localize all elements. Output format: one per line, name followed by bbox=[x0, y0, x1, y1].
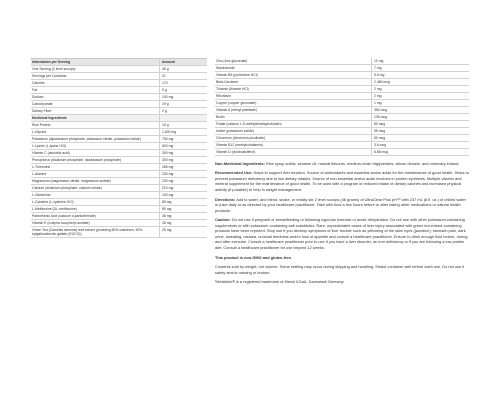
ingredient-amount: 7 mg bbox=[372, 64, 470, 71]
table-row bbox=[31, 72, 207, 79]
ingredient-amount: 2 g bbox=[160, 107, 208, 114]
ingredient-amount: 28 mg bbox=[160, 219, 208, 226]
table-row bbox=[31, 226, 207, 237]
table-row bbox=[215, 64, 469, 71]
paragraph-text: ¹Metafolin® is a registered trademark of Merck KGaA, Darmstadt Germany bbox=[215, 279, 344, 285]
left-table-body bbox=[31, 59, 207, 238]
ingredient-amount: 2 mg bbox=[372, 92, 470, 99]
table-row bbox=[31, 100, 207, 107]
paragraph-heading: This product is non-GMO and gluten-free. bbox=[215, 254, 292, 260]
ingredient-name: Beta-Carotene bbox=[215, 78, 372, 85]
right-column bbox=[215, 58, 469, 289]
ingredient-amount: 85 mg bbox=[160, 205, 208, 212]
ingredient-amount: 2 mg bbox=[372, 85, 470, 92]
ingredient-name: Calcium (dicalcium phosphate, calcium citrate) bbox=[31, 184, 160, 191]
table-row bbox=[31, 149, 207, 156]
table-row bbox=[31, 184, 207, 191]
ingredient-amount: 100 mg bbox=[160, 93, 208, 100]
table-header-row bbox=[31, 59, 207, 66]
ingredient-amount: 85 mg bbox=[160, 198, 208, 205]
table-row bbox=[215, 113, 469, 120]
ingredient-amount: 10 mg bbox=[372, 58, 470, 64]
ingredient-name: Iodine (potassium iodide) bbox=[215, 127, 372, 134]
ingredient-name: Rice Protein bbox=[31, 121, 160, 128]
table-row bbox=[215, 71, 469, 78]
ingredient-name: L-Methionine (DL-methionine) bbox=[31, 205, 160, 212]
ingredient-amount: 21 bbox=[160, 72, 208, 79]
paragraph bbox=[215, 217, 469, 250]
ingredient-name: L-Lysine (L-lysine HCl) bbox=[31, 142, 160, 149]
ingredient-name: L-Cysteine (L-cysteine HCl) bbox=[31, 198, 160, 205]
ingredient-name: Copper (copper gluconate) bbox=[215, 99, 372, 106]
table-row bbox=[31, 205, 207, 212]
ingredient-amount: 230 mg bbox=[160, 177, 208, 184]
ingredient-name: Magnesium (magnesium citrate, magnesium sulfate) bbox=[31, 177, 160, 184]
table-row bbox=[31, 198, 207, 205]
ingredient-name: Calories bbox=[31, 79, 160, 86]
table-row bbox=[215, 106, 469, 113]
paragraph-text: Contents sold by weight, not volume. Some settling may occur during shipping and handling. Shake container well before each use. Do not use if safety seal is missing or broken. bbox=[215, 264, 465, 275]
product-text bbox=[215, 161, 469, 285]
table-row bbox=[215, 99, 469, 106]
ingredient-name: L-Glutamine bbox=[31, 191, 160, 198]
ingredient-name: L-Alanine bbox=[31, 170, 160, 177]
header-value: Amount bbox=[160, 59, 208, 66]
ingredient-amount: 2,480 mcg bbox=[372, 78, 470, 85]
ingredient-name: Biotin bbox=[215, 113, 372, 120]
table-row bbox=[31, 219, 207, 226]
ingredient-name: Pantothenic Acid (calcium d-pantothenate) bbox=[31, 212, 160, 219]
table-row bbox=[31, 79, 207, 86]
ingredient-name: Vitamin B6 (pyridoxine HCl) bbox=[215, 71, 372, 78]
header-label: Information per Serving bbox=[31, 59, 160, 66]
paragraph bbox=[215, 279, 469, 285]
table-row bbox=[31, 86, 207, 93]
table-row bbox=[215, 85, 469, 92]
paragraph bbox=[215, 170, 469, 192]
table-row bbox=[31, 135, 207, 142]
table-row bbox=[31, 142, 207, 149]
nutrition-table-left bbox=[31, 58, 207, 238]
ingredient-name: Chromium (chromium picolinate) bbox=[215, 134, 372, 141]
ingredient-amount: 3.6 mcg bbox=[372, 141, 470, 148]
ingredient-name: Vitamin C (ascorbic acid) bbox=[31, 149, 160, 156]
ingredient-amount: 285 mg bbox=[160, 163, 208, 170]
table-row bbox=[31, 177, 207, 184]
ingredient-amount: 6.88 mcg bbox=[372, 148, 470, 155]
ingredient-name: Riboflavin bbox=[215, 92, 372, 99]
ingredient-name: Vitamin D (cholecalciferol) bbox=[215, 148, 372, 155]
supplement-facts-table bbox=[31, 58, 207, 238]
paragraph-text: Add to water, and blend, shake, or briskly stir 2 level scoops (46 grams) of UltraClear Plus pH™ with 237 mL (8 fl. oz.) of chilled water or juice daily or as directed by your healthcare practitioner. Take with food a few hours before or after taking other medications or natural health products. bbox=[215, 196, 466, 213]
ingredient-amount: 300 mg bbox=[160, 149, 208, 156]
table-row bbox=[31, 191, 207, 198]
table-row bbox=[215, 78, 469, 85]
ingredient-amount: 230 mg bbox=[160, 170, 208, 177]
ingredient-amount: 210 mg bbox=[160, 184, 208, 191]
table-row bbox=[31, 128, 207, 135]
ingredient-amount: 1,600 mg bbox=[160, 128, 208, 135]
ingredient-amount: 80 mcg bbox=[372, 120, 470, 127]
ingredient-amount: 50 mcg bbox=[372, 134, 470, 141]
ingredient-amount: 1 mg bbox=[372, 99, 470, 106]
ingredient-name: L-Glycine bbox=[31, 128, 160, 135]
ingredient-name: Fat bbox=[31, 86, 160, 93]
paragraph-text: Do not use if pregnant or breastfeeding or following vigorous exercise or acute dehydration. Do not use with other potassium-containing supplements or with potassium-containing salt substitutes. Rare, unpredictable cases of liver injury associated with green tea extract-containing products have been reported. Stop use if you develop symptoms of liver trouble such as yellowing of the skin/ eyes (jaundice), stomach pain, dark urine, sweating, nausea, unusual tiredness and/or loss of appetite and consult a healthcare practitioner. Ensure to drink enough fluid before, during, and after exercise. Consult a healthcare practitioner prior to use if you have a liver disorder, an iron deficiency or if you are following a low protein diet. Consult a healthcare practitioner for use beyond 12 weeks. bbox=[215, 217, 469, 250]
table-row bbox=[31, 156, 207, 163]
paragraph bbox=[215, 255, 469, 261]
table-row bbox=[31, 163, 207, 170]
ingredient-name: Vitamin E (d-alpha tocopheryl acetate) bbox=[31, 219, 160, 226]
ingredient-amount: 170 bbox=[160, 79, 208, 86]
ingredient-amount: 5 g bbox=[160, 86, 208, 93]
ingredient-amount: 15 g bbox=[160, 121, 208, 128]
ingredient-amount: 36 mg bbox=[160, 212, 208, 219]
ingredient-name: Dietary Fibre bbox=[31, 107, 160, 114]
table-row bbox=[31, 65, 207, 72]
ingredient-amount: 135 mcg bbox=[372, 113, 470, 120]
right-table-body bbox=[215, 58, 469, 155]
paragraph-heading: Recommended Use: bbox=[215, 170, 253, 176]
paragraph bbox=[215, 264, 469, 275]
table-row bbox=[215, 148, 469, 155]
ingredient-name: Servings per Container bbox=[31, 72, 160, 79]
ingredient-name: Niacinamide bbox=[215, 64, 372, 71]
table-row bbox=[215, 127, 469, 134]
table-row bbox=[31, 107, 207, 114]
table-row bbox=[215, 134, 469, 141]
ingredient-name: Vitamin B12 (methylcobalamin) bbox=[215, 141, 372, 148]
ingredient-name: Green Tea (Camellia sinensis) leaf extract (providing 60% catechins, 40% epigallocatechin gallate (EGCG)) bbox=[31, 226, 160, 237]
table-row bbox=[215, 120, 469, 127]
paragraph bbox=[215, 161, 469, 167]
section-spacer bbox=[160, 114, 208, 121]
paragraph-heading: Non-Medicinal Ingredients: bbox=[215, 160, 265, 166]
ingredient-amount: 5.6 mg bbox=[372, 71, 470, 78]
ingredient-amount: 300 mg bbox=[160, 156, 208, 163]
ingredient-name: Thiamin (thiamin HCl) bbox=[215, 85, 372, 92]
ingredient-name: Phosphorus (dicalcium phosphate, dipotassium phosphate) bbox=[31, 156, 160, 163]
table-row bbox=[31, 170, 207, 177]
paragraph-text: Helps to support liver function. Source of antioxidants and essential amino acids for the maintenance of good health. Helps to prevent potassium deficiency due to low dietary intakes. Source of non-essential amino acids involved in protein synthesis. Multiple-vitamin and mineral supplement for the maintenance of good health. To be used with a program of reduced intake of dietary calories and increased physical activity (if possible) to help in weight management. bbox=[215, 170, 469, 192]
table-row bbox=[215, 92, 469, 99]
ingredient-amount: 55 mcg bbox=[372, 127, 470, 134]
ingredient-amount: 25 mg bbox=[160, 226, 208, 237]
ingredient-name: Carbohydrate bbox=[31, 100, 160, 107]
ingredient-name: L-Threonine bbox=[31, 163, 160, 170]
ingredient-name: Sodium bbox=[31, 93, 160, 100]
section-header-row bbox=[31, 114, 207, 121]
ingredient-amount: 100 mg bbox=[160, 191, 208, 198]
table-row bbox=[215, 141, 469, 148]
table-row bbox=[31, 93, 207, 100]
ingredient-amount: 600 mg bbox=[160, 142, 208, 149]
paragraph-heading: Caution: bbox=[215, 217, 231, 223]
ingredient-amount: 19 g bbox=[160, 100, 208, 107]
ingredient-name: Vitamin A (retinyl palmitate) bbox=[215, 106, 372, 113]
paragraph-heading: Directions: bbox=[215, 196, 236, 202]
paragraph-text: Rice syrup solids, sesame oil, natural flavours, medium-chain triglycerides, silicon dioxide, and rosemary extract. bbox=[264, 160, 460, 166]
ingredient-name: One Serving (2 level scoops) bbox=[31, 65, 160, 72]
paragraph bbox=[215, 197, 469, 214]
ingredient-name: Folate (calcium L-5-methyltetrahydrofolate)¹ bbox=[215, 120, 372, 127]
table-row bbox=[31, 121, 207, 128]
ingredient-name: Zinc (zinc gluconate) bbox=[215, 58, 372, 64]
section-title: Medicinal Ingredients bbox=[31, 114, 160, 121]
ingredient-name: Potassium (dipotassium phosphate, potassium citrate, potassium iodide) bbox=[31, 135, 160, 142]
ingredient-amount: 350 mcg bbox=[372, 106, 470, 113]
ingredient-amount: 46 g bbox=[160, 65, 208, 72]
ingredient-amount: 750 mg bbox=[160, 135, 208, 142]
supplement-facts-table-continued bbox=[215, 58, 469, 156]
table-row bbox=[31, 212, 207, 219]
